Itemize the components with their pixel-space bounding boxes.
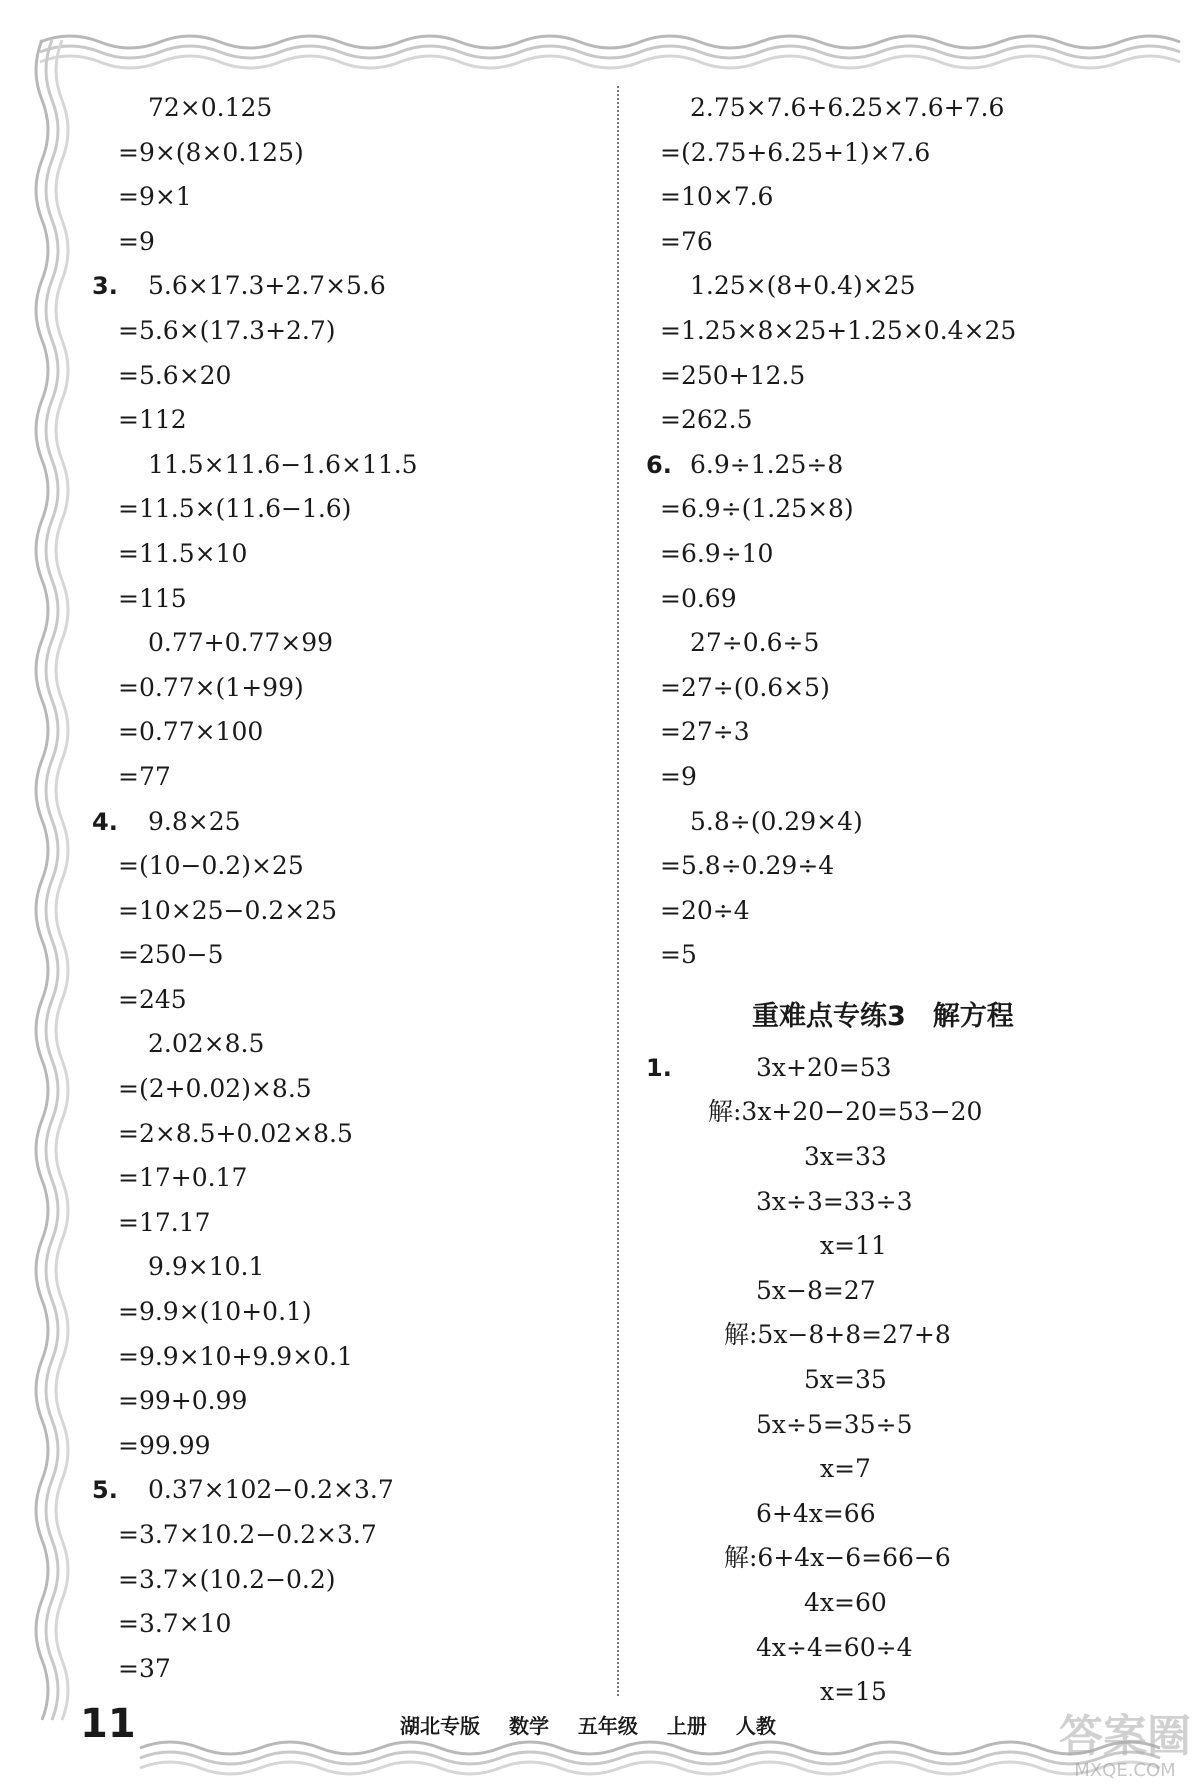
math-line <box>660 487 1160 532</box>
math-expression: =27÷(0.6×5) <box>660 672 830 702</box>
math-expression: 5x÷5=35÷5 <box>756 1409 913 1439</box>
math-line <box>660 1447 1160 1492</box>
math-expression: x=11 <box>820 1231 887 1261</box>
math-expression: 11.5×11.6−1.6×11.5 <box>148 449 418 479</box>
math-line <box>660 131 1160 176</box>
math-expression: =99+0.99 <box>118 1386 248 1416</box>
math-line <box>118 1156 588 1201</box>
math-expression: 2.02×8.5 <box>148 1029 265 1059</box>
math-expression: =245 <box>118 984 187 1014</box>
math-expression: 0.37×102−0.2×3.7 <box>148 1475 394 1505</box>
math-line <box>660 532 1160 577</box>
math-expression: 72×0.125 <box>148 93 273 122</box>
equation-solutions <box>646 1046 1160 1715</box>
math-line <box>660 1358 1160 1403</box>
math-line <box>118 1112 588 1157</box>
math-line <box>118 1513 588 1558</box>
math-expression: =9×1 <box>118 182 192 212</box>
math-line <box>660 1626 1160 1671</box>
math-expression: =5.8÷0.29÷4 <box>660 851 835 881</box>
math-expression: 解:5x−8+8=27+8 <box>724 1320 951 1350</box>
math-line <box>118 1022 588 1067</box>
math-line <box>660 666 1160 711</box>
math-line <box>118 1424 588 1469</box>
math-expression: 0.77+0.77×99 <box>148 628 334 658</box>
math-expression: =(10−0.2)×25 <box>118 851 304 881</box>
math-line <box>118 487 588 532</box>
math-expression: =9 <box>660 761 697 791</box>
math-line <box>660 710 1160 755</box>
math-line <box>92 1468 588 1513</box>
math-line <box>118 1201 588 1246</box>
math-line <box>646 443 1160 488</box>
math-expression: =11.5×(11.6−1.6) <box>118 494 352 524</box>
math-line <box>660 354 1160 399</box>
math-expression: =37 <box>118 1653 171 1683</box>
math-expression: =3.7×10 <box>118 1609 232 1639</box>
math-line <box>118 532 588 577</box>
problem-number: 6. <box>646 450 672 479</box>
math-line <box>118 978 588 1023</box>
math-line <box>660 889 1160 934</box>
math-expression: 5x=35 <box>804 1365 887 1395</box>
math-expression: =77 <box>118 761 171 791</box>
math-line <box>118 1647 588 1692</box>
math-expression: 4x=60 <box>804 1588 887 1617</box>
math-expression: =0.69 <box>660 583 737 613</box>
math-line <box>118 443 588 488</box>
math-expression: 5.6×17.3+2.7×5.6 <box>148 271 386 301</box>
math-line <box>660 1492 1160 1537</box>
math-line <box>118 1067 588 1112</box>
watermark-text: 答案圈 <box>1059 1711 1191 1762</box>
math-line <box>118 666 588 711</box>
section-heading: 重难点专练3 解方程 <box>752 1000 1014 1032</box>
problem-number: 1. <box>646 1053 672 1082</box>
math-line <box>660 1536 1160 1581</box>
math-expression: 9.9×10.1 <box>148 1252 265 1282</box>
math-expression: =2×8.5+0.02×8.5 <box>118 1118 353 1148</box>
math-expression: =5.6×(17.3+2.7) <box>118 315 336 345</box>
math-line <box>660 175 1160 220</box>
math-line <box>118 86 588 131</box>
math-expression: =10×7.6 <box>660 182 774 212</box>
math-expression: =(2+0.02)×8.5 <box>118 1074 312 1104</box>
math-expression: =262.5 <box>660 405 753 435</box>
math-expression: 6+4x=66 <box>756 1498 876 1528</box>
math-expression: 27÷0.6÷5 <box>690 628 820 658</box>
page-number: 11 <box>80 1701 136 1747</box>
math-expression: =5.6×20 <box>118 360 232 390</box>
math-expression: =6.9÷10 <box>660 538 774 568</box>
math-line <box>118 1290 588 1335</box>
math-expression: 3x=33 <box>804 1142 887 1172</box>
math-expression: 解:3x+20−20=53−20 <box>708 1097 983 1127</box>
math-expression: 9.8×25 <box>148 806 241 836</box>
math-expression: =99.99 <box>118 1430 211 1460</box>
math-expression: =9.9×10+9.9×0.1 <box>118 1341 353 1371</box>
math-line <box>92 264 588 309</box>
math-expression: x=7 <box>820 1454 871 1484</box>
math-line <box>660 1313 1160 1358</box>
math-line <box>118 175 588 220</box>
left-column <box>92 86 588 1691</box>
math-line <box>92 800 588 845</box>
math-expression: =20÷4 <box>660 895 750 925</box>
footer-book-info: 湖北专版 数学 五年级 上册 人教 <box>400 1714 776 1738</box>
math-line <box>660 220 1160 265</box>
math-line <box>118 621 588 666</box>
math-expression: 1.25×(8+0.4)×25 <box>690 271 916 301</box>
math-expression: =9.9×(10+0.1) <box>118 1297 312 1327</box>
math-expression: =11.5×10 <box>118 538 248 568</box>
math-line <box>660 621 1160 666</box>
math-line <box>660 1269 1160 1314</box>
math-line <box>660 933 1160 978</box>
math-line <box>118 755 588 800</box>
math-line <box>660 309 1160 354</box>
math-expression: =17.17 <box>118 1207 211 1237</box>
math-expression: =3.7×(10.2−0.2) <box>118 1564 336 1594</box>
math-line <box>660 1224 1160 1269</box>
math-line <box>660 86 1160 131</box>
math-line <box>118 889 588 934</box>
math-line <box>660 577 1160 622</box>
column-divider <box>617 86 619 1696</box>
math-expression: =27÷3 <box>660 717 750 747</box>
math-line <box>660 1090 1160 1135</box>
math-line <box>118 1379 588 1424</box>
math-line <box>118 1558 588 1603</box>
math-line <box>118 220 588 265</box>
math-expression: =250−5 <box>118 940 224 970</box>
math-expression: 5.8÷(0.29×4) <box>690 806 863 836</box>
math-line <box>646 1046 1160 1091</box>
math-expression: =9 <box>118 226 155 256</box>
problem-number: 4. <box>92 807 118 836</box>
math-expression: =9×(8×0.125) <box>118 137 304 167</box>
math-expression: =6.9÷(1.25×8) <box>660 494 854 524</box>
math-expression: 解:6+4x−6=66−6 <box>724 1543 951 1573</box>
math-line <box>118 933 588 978</box>
math-expression: =0.77×100 <box>118 717 264 747</box>
math-expression: 2.75×7.6+6.25×7.6+7.6 <box>690 93 1005 122</box>
math-line <box>118 710 588 755</box>
math-expression: =(2.75+6.25+1)×7.6 <box>660 137 931 167</box>
math-line <box>118 131 588 176</box>
problem-number: 5. <box>92 1476 118 1505</box>
math-line <box>118 354 588 399</box>
math-expression: =3.7×10.2−0.2×3.7 <box>118 1520 377 1549</box>
math-line <box>660 1180 1160 1225</box>
math-line <box>660 264 1160 309</box>
math-expression: =17+0.17 <box>118 1163 248 1193</box>
math-expression: x=15 <box>820 1677 887 1707</box>
math-line <box>660 844 1160 889</box>
math-expression: 3x+20=53 <box>756 1052 892 1082</box>
right-column <box>646 86 1160 1715</box>
math-line <box>660 398 1160 443</box>
math-expression: =76 <box>660 226 713 256</box>
math-line <box>660 1581 1160 1626</box>
math-expression: =250+12.5 <box>660 360 806 390</box>
math-line <box>118 577 588 622</box>
math-expression: =115 <box>118 583 187 613</box>
math-expression: =0.77×(1+99) <box>118 672 304 702</box>
watermark-logo <box>1059 1711 1191 1782</box>
math-expression: 3x÷3=33÷3 <box>756 1186 913 1216</box>
math-line <box>660 1135 1160 1180</box>
watermark-url: MXQE.COM <box>1074 1760 1176 1781</box>
math-expression: =1.25×8×25+1.25×0.4×25 <box>660 315 1017 345</box>
right-calculations <box>646 86 1160 978</box>
math-line <box>660 800 1160 845</box>
math-line <box>118 309 588 354</box>
math-expression: =112 <box>118 405 187 435</box>
math-line <box>118 1335 588 1380</box>
problem-number: 3. <box>92 272 118 301</box>
math-expression: 6.9÷1.25÷8 <box>690 449 844 479</box>
math-line <box>118 1245 588 1290</box>
math-line <box>118 1602 588 1647</box>
math-line <box>660 755 1160 800</box>
math-expression: =10×25−0.2×25 <box>118 895 337 925</box>
math-line <box>118 844 588 889</box>
math-expression: 4x÷4=60÷4 <box>756 1632 913 1662</box>
math-line <box>660 1403 1160 1448</box>
math-expression: =5 <box>660 940 697 970</box>
math-line <box>660 1670 1160 1715</box>
math-expression: 5x−8=27 <box>756 1275 876 1305</box>
math-line <box>118 398 588 443</box>
